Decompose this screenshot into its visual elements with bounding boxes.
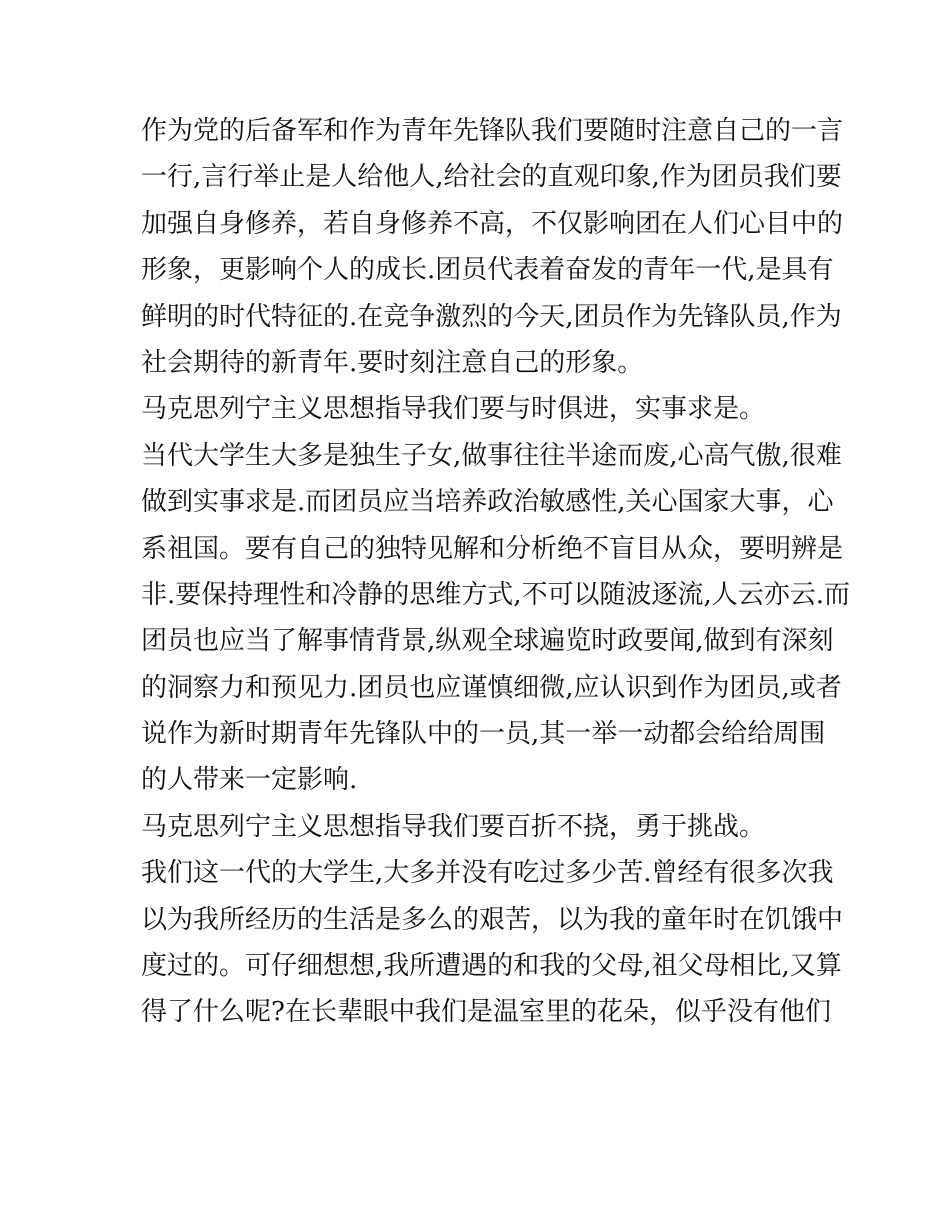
text-line: 马克思列宁主义思想指导我们要百折不挠，勇于挑战。 [141, 811, 766, 842]
text-line: 马克思列宁主义思想指导我们要与时俱进，实事求是。 [141, 394, 766, 425]
text-line: 以为我所经历的生活是多么的艰苦，以为我的童年时在饥饿中 [141, 904, 844, 935]
document-body [141, 108, 851, 1036]
text-line: 形象，更影响个人的成长.团员代表着奋发的青年一代,是具有 [141, 255, 834, 286]
text-line: 加强自身修养，若自身修养不高，不仅影响团在人们心目中的 [141, 208, 844, 239]
text-line: 系祖国。要有自己的独特见解和分析绝不盲目从众，要明辨是 [141, 533, 844, 564]
text-line: 鲜明的时代特征的.在竞争激烈的今天,团员作为先锋队员,作为 [141, 301, 842, 332]
text-line: 一行,言行举止是人给他人,给社会的直观印象,作为团员我们要 [141, 162, 842, 193]
text-line: 团员也应当了解事情背景,纵观全球遍览时政要闻,做到有深刻 [141, 626, 834, 657]
text-line: 度过的。可仔细想想,我所遭遇的和我的父母,祖父母相比,又算 [141, 951, 842, 982]
text-line: 作为党的后备军和作为青年先锋队我们要随时注意自己的一言 [141, 116, 844, 146]
text-line: 社会期待的新青年.要时刻注意自己的形象。 [141, 347, 644, 378]
text-line: 说作为新时期青年先锋队中的一员,其一举一动都会给给周围 [141, 719, 826, 750]
text-line: 非.要保持理性和冷静的思维方式,不可以随波逐流,人云亦云.而 [141, 579, 851, 610]
text-line: 我们这一代的大学生,大多并没有吃过多少苦.曾经有很多次我 [141, 858, 834, 889]
text-line: 当代大学生大多是独生子女,做事往往半途而废,心高气傲,很难 [141, 440, 842, 471]
text-line: 做到实事求是.而团员应当培养政治敏感性,关心国家大事，心 [141, 487, 834, 518]
text-line: 得了什么呢?在长辈眼中我们是温室里的花朵，似乎没有他们 [141, 997, 831, 1028]
text-line: 的洞察力和预见力.团员也应谨慎细微,应认识到作为团员,或者 [141, 672, 842, 703]
text-line: 的人带来一定影响. [141, 765, 358, 796]
